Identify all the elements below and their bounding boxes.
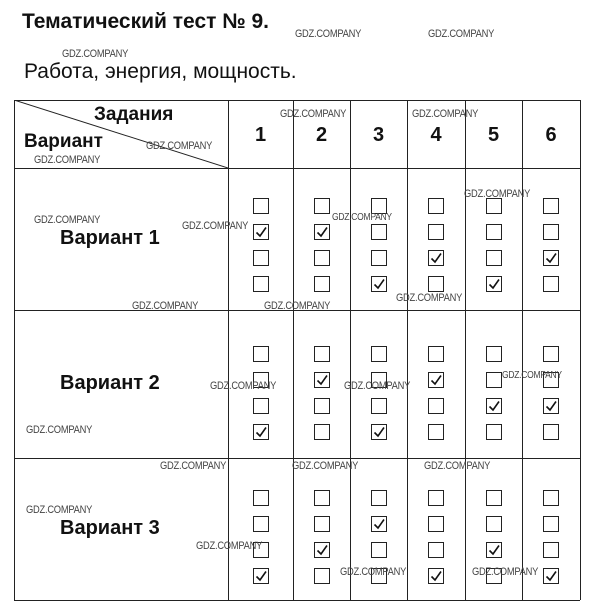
answer-checkbox-v1-q3-opt2[interactable] (371, 224, 387, 240)
answer-checkbox-v1-q2-opt2[interactable] (314, 224, 330, 240)
answer-checkbox-v1-q3-opt4[interactable] (371, 276, 387, 292)
checkmark-icon (544, 399, 558, 413)
column-number-3: 3 (372, 124, 385, 146)
answer-checkbox-v2-q6-opt3[interactable] (543, 398, 559, 414)
column-number-2: 2 (315, 124, 328, 146)
watermark-text: GDZ.COMPANY (34, 154, 101, 166)
table-column-divider (350, 100, 351, 600)
header-variant-label: Вариант (24, 131, 103, 152)
watermark-text: GDZ.COMPANY (264, 300, 331, 312)
table-column-divider (407, 100, 408, 600)
answer-checkbox-v3-q5-opt3[interactable] (486, 542, 502, 558)
watermark-text: GDZ.COMPANY (146, 140, 213, 152)
watermark-text: GDZ.COMPANY (332, 212, 392, 223)
checkmark-icon (544, 569, 558, 583)
watermark-text: GDZ.COMPANY (292, 460, 359, 472)
answer-checkbox-v2-q3-opt1[interactable] (371, 346, 387, 362)
variant-label-2: Вариант 2 (60, 372, 160, 394)
answer-checkbox-v2-q3-opt4[interactable] (371, 424, 387, 440)
answer-checkbox-v3-q2-opt2[interactable] (314, 516, 330, 532)
table-row-divider (14, 458, 580, 459)
answer-checkbox-v1-q2-opt4[interactable] (314, 276, 330, 292)
watermark-text: GDZ.COMPANY (340, 566, 407, 578)
column-number-4: 4 (430, 124, 442, 146)
watermark-text: GDZ.COMPANY (424, 460, 491, 472)
answer-checkbox-v3-q6-opt2[interactable] (543, 516, 559, 532)
watermark-text: GDZ.COMPANY (396, 292, 463, 304)
table-column-divider (522, 100, 523, 600)
watermark-text: GDZ.COMPANY (132, 300, 199, 312)
answer-checkbox-v1-q5-opt3[interactable] (486, 250, 502, 266)
answer-checkbox-v2-q3-opt3[interactable] (371, 398, 387, 414)
answer-checkbox-v1-q4-opt2[interactable] (428, 224, 444, 240)
answer-checkbox-v2-q2-opt4[interactable] (314, 424, 330, 440)
answer-checkbox-v3-q5-opt1[interactable] (486, 490, 502, 506)
answer-checkbox-v3-q1-opt1[interactable] (253, 490, 269, 506)
answer-checkbox-v1-q4-opt1[interactable] (428, 198, 444, 214)
watermark-text: GDZ.COMPANY (62, 48, 129, 60)
answer-checkbox-v1-q2-opt1[interactable] (314, 198, 330, 214)
checkmark-icon (254, 225, 268, 239)
answer-checkbox-v3-q6-opt1[interactable] (543, 490, 559, 506)
answer-checkbox-v1-q4-opt3[interactable] (428, 250, 444, 266)
answer-checkbox-v3-q3-opt2[interactable] (371, 516, 387, 532)
answer-checkbox-v3-q6-opt4[interactable] (543, 568, 559, 584)
watermark-text: GDZ.COMPANY (428, 28, 495, 40)
checkmark-icon (254, 425, 268, 439)
answer-checkbox-v2-q4-opt1[interactable] (428, 346, 444, 362)
table-row-divider (14, 600, 580, 601)
watermark-text: GDZ.COMPANY (280, 108, 347, 120)
variant-label-3: Вариант 3 (60, 517, 160, 539)
checkmark-icon (315, 225, 329, 239)
column-number-1: 1 (254, 124, 267, 146)
answer-checkbox-v1-q6-opt3[interactable] (543, 250, 559, 266)
answer-checkbox-v2-q2-opt1[interactable] (314, 346, 330, 362)
answer-checkbox-v2-q5-opt2[interactable] (486, 372, 502, 388)
watermark-text: GDZ.COMPANY (412, 108, 479, 120)
watermark-text: GDZ.COMPANY (26, 504, 93, 516)
table-column-divider (293, 100, 294, 600)
answer-checkbox-v2-q6-opt4[interactable] (543, 424, 559, 440)
answer-checkbox-v3-q3-opt3[interactable] (371, 542, 387, 558)
answer-checkbox-v1-q1-opt1[interactable] (253, 198, 269, 214)
watermark-text: GDZ.COMPANY (502, 370, 562, 381)
answer-checkbox-v2-q2-opt3[interactable] (314, 398, 330, 414)
checkmark-icon (487, 277, 501, 291)
table-row-divider (14, 168, 580, 169)
watermark-text: GDZ.COMPANY (472, 566, 539, 578)
answer-checkbox-v1-q5-opt2[interactable] (486, 224, 502, 240)
watermark-text: GDZ.COMPANY (34, 214, 101, 226)
checkmark-icon (487, 399, 501, 413)
answer-checkbox-v3-q2-opt3[interactable] (314, 542, 330, 558)
checkmark-icon (429, 373, 443, 387)
answer-checkbox-v3-q6-opt3[interactable] (543, 542, 559, 558)
watermark-text: GDZ.COMPANY (344, 380, 411, 392)
checkmark-icon (429, 569, 443, 583)
answer-checkbox-v1-q5-opt4[interactable] (486, 276, 502, 292)
answer-checkbox-v2-q1-opt1[interactable] (253, 346, 269, 362)
checkmark-icon (429, 251, 443, 265)
answer-checkbox-v2-q6-opt1[interactable] (543, 346, 559, 362)
answer-checkbox-v2-q5-opt1[interactable] (486, 346, 502, 362)
checkmark-icon (315, 373, 329, 387)
table-row-divider (14, 100, 580, 101)
watermark-text: GDZ.COMPANY (26, 424, 93, 436)
answer-checkbox-v1-q1-opt3[interactable] (253, 250, 269, 266)
table-column-divider (228, 100, 229, 600)
table-column-divider (465, 100, 466, 600)
answer-checkbox-v1-q6-opt2[interactable] (543, 224, 559, 240)
answer-checkbox-v3-q4-opt2[interactable] (428, 516, 444, 532)
answer-checkbox-v3-q3-opt1[interactable] (371, 490, 387, 506)
answer-checkbox-v1-q5-opt1[interactable] (486, 198, 502, 214)
answer-checkbox-v3-q2-opt1[interactable] (314, 490, 330, 506)
answer-checkbox-v3-q5-opt2[interactable] (486, 516, 502, 532)
answer-checkbox-v1-q1-opt4[interactable] (253, 276, 269, 292)
answer-table (14, 100, 580, 600)
answer-checkbox-v3-q4-opt3[interactable] (428, 542, 444, 558)
checkmark-icon (372, 425, 386, 439)
watermark-text: GDZ.COMPANY (295, 28, 362, 40)
answer-checkbox-v1-q1-opt2[interactable] (253, 224, 269, 240)
watermark-text: GDZ.COMPANY (210, 380, 277, 392)
table-column-divider (14, 100, 15, 600)
answer-checkbox-v3-q4-opt1[interactable] (428, 490, 444, 506)
header-tasks-label: Задания (94, 104, 174, 125)
answer-checkbox-v1-q2-opt3[interactable] (314, 250, 330, 266)
answer-checkbox-v2-q4-opt3[interactable] (428, 398, 444, 414)
answer-checkbox-v1-q3-opt3[interactable] (371, 250, 387, 266)
answer-checkbox-v2-q5-opt4[interactable] (486, 424, 502, 440)
answer-checkbox-v2-q1-opt3[interactable] (253, 398, 269, 414)
column-number-6: 6 (545, 124, 557, 146)
answer-checkbox-v3-q1-opt4[interactable] (253, 568, 269, 584)
checkmark-icon (254, 569, 268, 583)
answer-checkbox-v2-q4-opt2[interactable] (428, 372, 444, 388)
answer-checkbox-v1-q4-opt4[interactable] (428, 276, 444, 292)
checkmark-icon (544, 251, 558, 265)
watermark-text: GDZ.COMPANY (160, 460, 227, 472)
answer-checkbox-v1-q6-opt1[interactable] (543, 198, 559, 214)
checkmark-icon (487, 543, 501, 557)
answer-checkbox-v2-q4-opt4[interactable] (428, 424, 444, 440)
checkmark-icon (372, 277, 386, 291)
checkmark-icon (372, 517, 386, 531)
answer-checkbox-v3-q4-opt4[interactable] (428, 568, 444, 584)
answer-checkbox-v2-q2-opt2[interactable] (314, 372, 330, 388)
variant-label-1: Вариант 1 (60, 227, 160, 249)
test-title: Тематический тест № 9. (22, 10, 269, 33)
table-column-divider (580, 100, 581, 600)
checkmark-icon (315, 543, 329, 557)
answer-checkbox-v2-q1-opt4[interactable] (253, 424, 269, 440)
watermark-text: GDZ.COMPANY (464, 188, 531, 200)
answer-checkbox-v1-q6-opt4[interactable] (543, 276, 559, 292)
answer-checkbox-v3-q1-opt2[interactable] (253, 516, 269, 532)
answer-checkbox-v3-q2-opt4[interactable] (314, 568, 330, 584)
test-subtitle: Работа, энергия, мощность. (24, 60, 297, 83)
watermark-text: GDZ.COMPANY (196, 540, 263, 552)
watermark-text: GDZ.COMPANY (182, 220, 249, 232)
answer-checkbox-v2-q5-opt3[interactable] (486, 398, 502, 414)
column-number-5: 5 (487, 124, 500, 146)
